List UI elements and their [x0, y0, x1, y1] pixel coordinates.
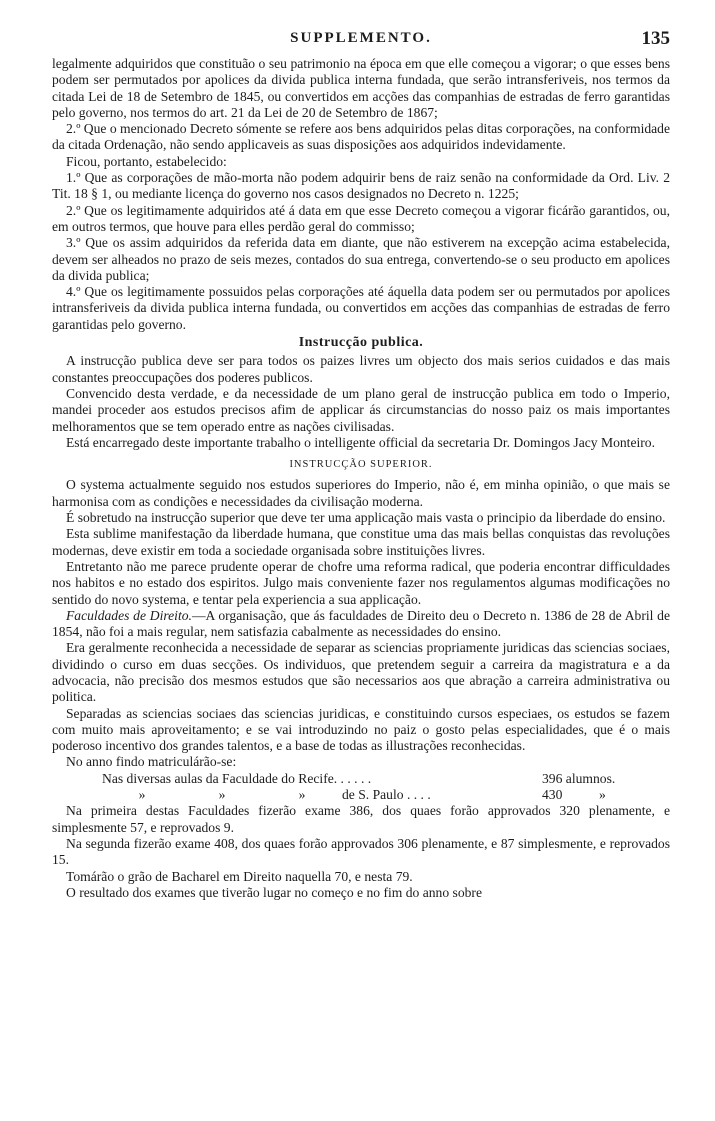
paragraph: Na primeira destas Faculdades fizerão exame 386, dos quaes forão approvados 320 plenamente, e simplesmente 57, e reprovados 9.	[52, 803, 670, 835]
paragraph: Tomárão o grão de Bacharel em Direito naquella 70, e nesta 79.	[66, 868, 413, 884]
paragraph: O resultado dos exames que tiverão lugar no começo e no fim do anno sobre	[66, 884, 482, 900]
paragraph-faculdades	[52, 608, 670, 641]
paragraph: 1.º Que as corporações de mão-morta não podem adquirir bens de raiz senão na conformidade da Ord. Liv. 2 Tit. 18 § 1, ou mediante licença do governo nos casos designados no Decreto n. 1225;	[52, 170, 670, 202]
paragraph: Convencido desta verdade, e da necessidade de um plano geral de instrucção publica em todo o Imperio, mandei proceder aos estudos precisos afim de applicar ás circumstancias do nosso paiz os mais importantes melhoramentos que se tem operado entre as nações civilisadas.	[52, 385, 670, 434]
enrollment-row-sao-paulo	[102, 787, 670, 803]
paragraph: 2.º Que o mencionado Decreto sómente se refere aos bens adquiridos pelas ditas corporações, na conformidade da citada Ordenação, não sendo applicaveis as suas disposições aos adquiridos indevidamente.	[52, 121, 671, 153]
paragraph: A instrucção publica deve ser para todos os paizes livres um objecto dos mais serios cuidados e das mais constantes preoccupações dos poderes publicos.	[52, 353, 670, 385]
enrollment-label-text: de S. Paulo . . . .	[342, 787, 431, 803]
document-page	[52, 30, 670, 901]
ditto-mark: »	[138, 787, 146, 803]
page-number: 135	[641, 28, 670, 49]
paragraph: É sobretudo na instrucção superior que deve ter uma applicação mais vasta o principio da liberdade do ensino.	[66, 510, 666, 526]
enrollment-label: Nas diversas aulas da Faculdade do Recife. . . . . .	[102, 770, 372, 786]
paragraph: No anno findo matriculárão-se:	[66, 754, 237, 770]
enrollment-row-recife	[102, 771, 670, 787]
paragraph: 4.º Que os legitimamente possuidos pelas corporações até áquella data podem ser ou permutados por apolices intransferiveis da divida publica interna fundada, ou convertidos em acções das companhias de estradas de ferro garantidas pelo governo.	[52, 284, 670, 332]
enrollment-value: 396 alumnos.	[542, 770, 616, 786]
paragraph: Ficou, portanto, estabelecido:	[66, 153, 227, 169]
faculdades-title: Faculdades de Direito.	[66, 607, 192, 623]
section-heading: Instrucção publica.	[298, 335, 424, 351]
faculdades-text: —A organisação, que ás faculdades de Direito deu o Decreto n. 1386 de 28 de Abril de 1854, não foi a mais regular, nem satisfazia cabalmente as necessidades do ensino.	[52, 607, 670, 640]
subsection-heading: INSTRUCÇÃO SUPERIOR.	[289, 459, 433, 471]
body-text-continued	[52, 803, 670, 901]
paragraph: Separadas as sciencias sociaes das sciencias juridicas, e constituindo cursos especiaes, os estudos se fazem com muito mais aproveitamento; e se vai introduzindo no paiz o gosto pelas especialidades, que é o mais poderoso incentivo dos grandes talentos, e a base de todas as illustrações reconhecidas.	[52, 705, 670, 754]
enrollment-number: 430	[542, 787, 563, 803]
enrollment-label	[102, 787, 542, 803]
enrollment-value	[542, 787, 642, 803]
body-text	[52, 56, 670, 771]
paragraph: Na segunda fizerão exame 408, dos quaes forão approvados 306 plenamente, e 87 simplesmente, e reprovados 15.	[52, 835, 670, 868]
enrollment-table	[102, 771, 670, 804]
paragraph: Era geralmente reconhecida a necessidade de separar as sciencias propriamente juridicas das sciencias sociaes, dividindo o curso em duas secções. Os individuos, que pretendem seguir a carreira da magistratura e a da advocacia, não precisão dos mesmos estudos que são necessarios aos que abração a carreira administrativa ou politica.	[52, 640, 670, 705]
paragraph: 2.º Que os legitimamente adquiridos até á data em que esse Decreto começou a vigorar ficárão garantidos, ou, em outros termos, que houve para elles perdão geral do commisso;	[52, 202, 670, 234]
paragraph: Esta sublime manifestação da liberdade humana, que constitue uma das mais bellas conquistas das revoluções modernas, deve existir em toda a sociedade organisada sobre instituições livres.	[52, 526, 670, 558]
paragraph: Entretanto não me parece prudente operar de chofre uma reforma radical, que poderia encontrar difficuldades nos habitos e no estado dos espiritos. Julgo mais conveniente fazer nos regulamentos algumas modificações no sentido do novo systema, e tentar pela experiencia a sua applicação.	[52, 558, 670, 607]
paragraph: O systema actualmente seguido nos estudos superiores do Imperio, não é, em minha opinião, o que mais se harmonisa com as condições e necessidades da civilisação moderna.	[52, 477, 670, 509]
ditto-mark: »	[298, 787, 306, 803]
page-header	[52, 30, 670, 52]
ditto-mark: »	[218, 787, 226, 803]
paragraph: 3.º Que os assim adquiridos da referida data em diante, que não estiverem na excepção acima estabelecida, devem ser alheados no prazo de seis mezes, contados do sua entrega, convertendo-se o seu producto em apolices da divida publica;	[52, 235, 670, 283]
ditto-mark: »	[598, 787, 606, 803]
running-title: SUPPLEMENTO.	[290, 30, 432, 46]
paragraph: legalmente adquiridos que constituão o seu patrimonio na época em que elle começou a vigorar; o que esses bens podem ser permutados por apolices da divida publica interna fundada, que serão intransferiveis, nos termos da citada Lei de 18 de Setembro de 1845, ou convertidos em acções das companhias de estradas de ferro garantidas pelo governo, nos termos do art. 21 da Lei de 20 de Setembro de 1867;	[52, 56, 670, 120]
paragraph: Está encarregado deste importante trabalho o intelligente official da secretaria Dr. Domingos Jacy Monteiro.	[66, 434, 655, 450]
